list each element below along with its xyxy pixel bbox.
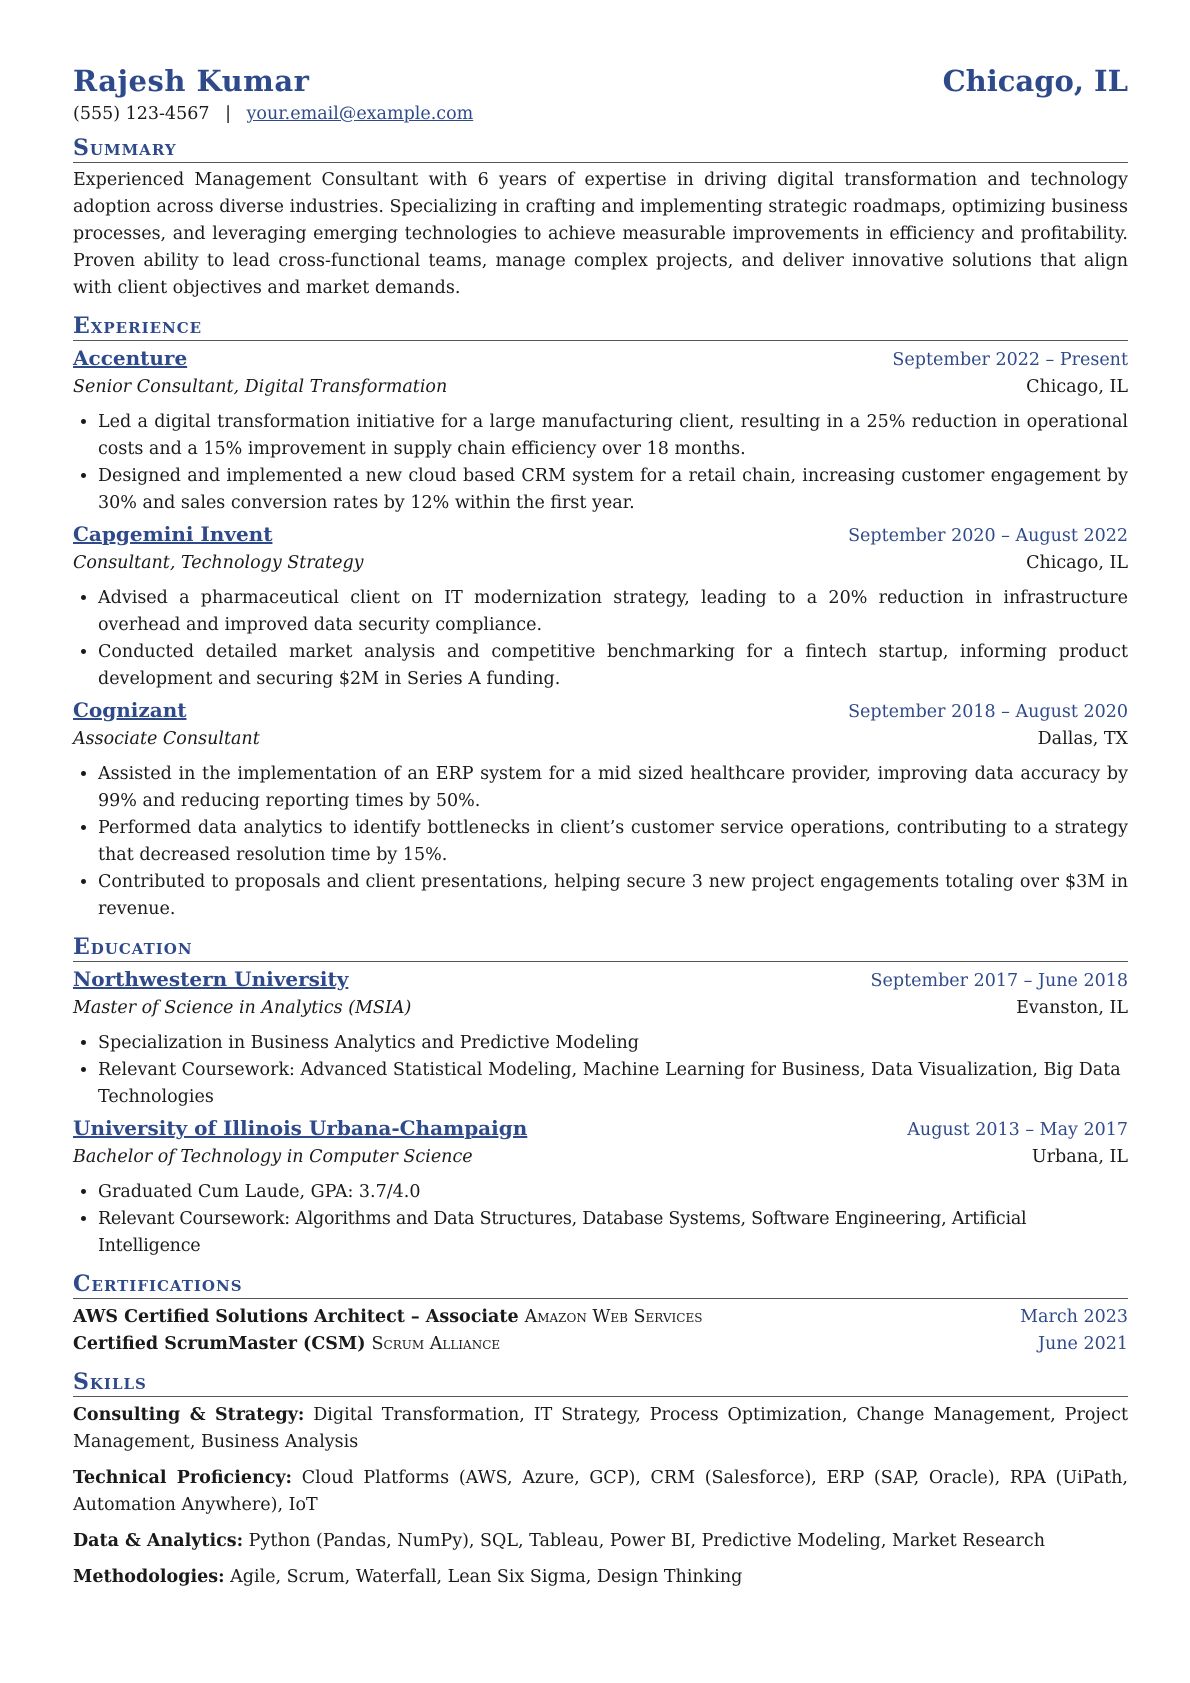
education-detail-item: • Relevant Coursework: Algorithms and Data Structures, Database Systems, Software Engineering, Artificial Intelligence [98,1206,1128,1260]
job-title: Consultant, Technology Strategy [73,553,364,573]
education-entry [73,1115,1128,1260]
experience-entry [73,521,1128,693]
achievement-item: • Led a digital transformation initiative for a large manufacturing client, resulting in a 25% reduction in operational costs and a 15% improvement in supply chain efficiency over 18 months. [98,409,1128,463]
degree-title: Master of Science in Analytics (MSIA) [73,998,412,1018]
skill-values: Digital Transformation, IT Strategy, Process Optimization, Change Management, Project Management, Business Analysis [73,1405,1128,1452]
resume-content [73,64,1128,1591]
employer-link[interactable]: Cognizant [73,698,187,722]
certification-item [73,1304,1128,1331]
skill-values: Agile, Scrum, Waterfall, Lean Six Sigma, Design Thinking [230,1567,743,1587]
job-title: Senior Consultant, Digital Transformation [73,377,448,397]
employment-dates: September 2018 – August 2020 [848,702,1128,722]
skill-row [73,1465,1128,1519]
email-link[interactable]: your.email@example.com [246,104,474,124]
institution-link[interactable]: University of Illinois Urbana-Champaign [73,1116,528,1140]
education-dates: August 2013 – May 2017 [907,1120,1128,1140]
job-location: Dallas, TX [1037,729,1128,749]
education-entry [73,966,1128,1111]
section-title-education: Education [73,934,1128,962]
education-detail-list [73,1030,1128,1111]
section-title-skills: Skills [73,1369,1128,1397]
job-title: Associate Consultant [73,729,260,749]
certification-list [73,1304,1128,1358]
achievement-item: • Designed and implemented a new cloud based CRM system for a retail chain, increasing customer engagement by 30% and sales conversion rates by 12% within the first year. [98,463,1128,517]
skill-values: Cloud Platforms (AWS, Azure, GCP), CRM (Salesforce), ERP (SAP, Oracle), RPA (UiPath, Automation Anywhere), IoT [73,1468,1128,1515]
achievement-list [73,585,1128,693]
certification-name: AWS Certified Solutions Architect – Associate [73,1307,519,1327]
education-detail-item: • Graduated Cum Laude, GPA: 3.7/4.0 [98,1179,1128,1206]
contact-line [73,104,1128,124]
skill-category: Technical Proficiency: [73,1468,292,1488]
skill-row [73,1402,1128,1456]
contact-separator: | [225,104,231,124]
section-title-experience: Experience [73,313,1128,341]
achievement-item: • Advised a pharmaceutical client on IT modernization strategy, leading to a 20% reduction in infrastructure overhead and improved data security compliance. [98,585,1128,639]
candidate-location: Chicago, IL [942,64,1128,98]
achievement-list [73,761,1128,923]
skill-row [73,1528,1128,1555]
degree-title: Bachelor of Technology in Computer Science [73,1147,473,1167]
job-location: Chicago, IL [1026,377,1128,397]
employment-dates: September 2022 – Present [892,350,1128,370]
summary-text: Experienced Management Consultant with 6 years of expertise in driving digital transformation and technology adoption across diverse industries. Specializing in crafting and implementing strategic roadmaps, optimizing business processes, and leveraging emerging technologies to achieve measurable improvements in efficiency and profitability. Proven ability to lead cross-functional teams, manage complex projects, and deliver innovative solutions that align with client objectives and market demands. [73,170,1128,298]
skill-category: Methodologies: [73,1567,225,1587]
achievement-item: • Assisted in the implementation of an ERP system for a mid sized healthcare provider, improving data accuracy by 99% and reducing reporting times by 50%. [98,761,1128,815]
achievement-item: • Conducted detailed market analysis and competitive benchmarking for a fintech startup, informing product development and securing $2M in Series A funding. [98,639,1128,693]
institution-location: Urbana, IL [1031,1147,1128,1167]
education-dates: September 2017 – June 2018 [870,971,1128,991]
candidate-name: Rajesh Kumar [73,64,310,98]
employer-link[interactable]: Accenture [73,346,188,370]
education-detail-item: • Specialization in Business Analytics and Predictive Modeling [98,1030,1128,1057]
institution-link[interactable]: Northwestern University [73,967,349,991]
certification-date: March 2023 [1020,1307,1128,1327]
achievement-item: • Performed data analytics to identify bottlenecks in client’s customer service operations, contributing to a strategy that decreased resolution time by 15%. [98,815,1128,869]
institution-location: Evanston, IL [1016,998,1128,1018]
skill-values: Python (Pandas, NumPy), SQL, Tableau, Power BI, Predictive Modeling, Market Research [248,1531,1045,1551]
skill-row [73,1564,1128,1591]
experience-entry [73,697,1128,923]
achievement-list [73,409,1128,517]
certification-issuer: Scrum Alliance [371,1334,501,1354]
skill-category: Consulting & Strategy: [73,1405,305,1425]
skill-category: Data & Analytics: [73,1531,244,1551]
job-location: Chicago, IL [1026,553,1128,573]
certification-item [73,1331,1128,1358]
section-title-summary: Summary [73,135,1128,163]
employer-link[interactable]: Capgemini Invent [73,522,273,546]
section-title-certifications: Certifications [73,1271,1128,1299]
certification-date: June 2021 [1037,1334,1128,1354]
education-detail-item: • Relevant Coursework: Advanced Statistical Modeling, Machine Learning for Business, Data Visualization, Big Data Technologies [98,1057,1128,1111]
achievement-item: • Contributed to proposals and client presentations, helping secure 3 new project engagements totaling over $3M in revenue. [98,869,1128,923]
education-detail-list [73,1179,1128,1260]
certification-issuer: Amazon Web Services [524,1307,703,1327]
resume-header [73,64,1128,98]
employment-dates: September 2020 – August 2022 [848,526,1128,546]
phone-number: (555) 123-4567 [73,104,210,124]
experience-entry [73,345,1128,517]
certification-name: Certified ScrumMaster (CSM) [73,1334,366,1354]
